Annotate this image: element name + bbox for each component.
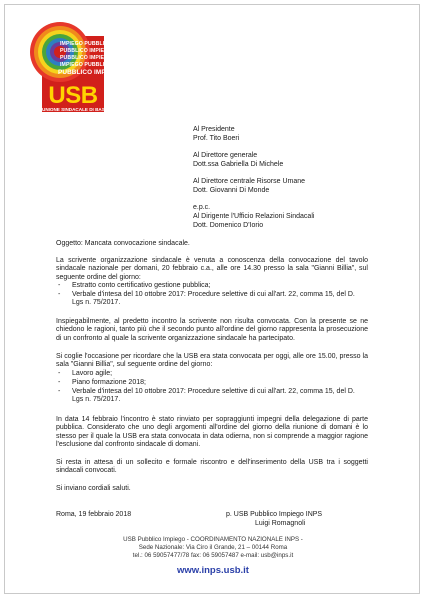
addressee-line: Al Presidente — [193, 126, 235, 133]
signature-org: p. USB Pubblico Impiego INPS — [226, 511, 323, 518]
addressee-line: Dott. Giovanni Di Monde — [193, 187, 270, 194]
place-date: Roma, 19 febbraio 2018 — [56, 511, 132, 518]
addressee-line: Al Direttore generale — [193, 152, 258, 159]
subject-line: Oggetto: Mancata convocazione sindacale. — [56, 240, 190, 247]
addressee-line: Dott. Domenico D'Iorio — [193, 222, 264, 229]
list-item-text: Estratto conto certificativo gestione pubblica; — [72, 282, 211, 289]
cc-label: e.p.c. — [193, 204, 211, 211]
body-paragraph: La scrivente organizzazione sindacale è venuta a conoscenza della convocazione del tavolo sindacale nazionale per domani, 20 febbraio c.a., alle ore 14.30 presso la sala "Gianni Billia", sul seguente ordine del giorno: — [56, 257, 368, 281]
closing-greeting: Si inviano cordiali saluti. — [56, 485, 131, 492]
addressee-line: Al Dirigente l'Ufficio Relazioni Sindacali — [193, 213, 315, 220]
footer-address: Sede Nazionale: Via Ciro il Grande, 21 – 00144 Roma — [138, 544, 288, 551]
signature-name: Luigi Romagnoli — [255, 520, 306, 527]
logo-text-line: PUBBLICO IMPIEGO — [58, 69, 123, 76]
list-item-text: Piano formazione 2018; — [72, 379, 146, 386]
addressee-line: Prof. Tito Boeri — [193, 135, 240, 142]
logo-text-line: PUBBLICO IMPIEGO — [60, 55, 113, 61]
addressee-line: Dott.ssa Gabriella Di Michele — [193, 161, 284, 168]
list-item-text: Verbale d'intesa del 10 ottobre 2017: Procedure selettive di cui all'art. 22, comma 15, del D. Lgs n. 75/2017. — [72, 388, 355, 404]
logo-text-line: PUBBLICO IMPIEGO — [60, 48, 113, 54]
footer-contacts: tel.: 06 59057477/78 fax: 06 59057487 e-mail: usb@inps.it — [132, 552, 294, 559]
logo-text-line: IMPIEGO PUBBLICO — [60, 62, 113, 68]
list-item-text: Verbale d'intesa del 10 ottobre 2017: Procedure selettive di cui all'art. 22, comma 15, del D. Lgs n. 75/2017. — [72, 291, 355, 307]
addressee-line: Al Direttore centrale Risorse Umane — [193, 178, 306, 185]
body-paragraph: Si resta in attesa di un sollecito e formale riscontro e dell'inserimento della USB tra i soggetti sindacali convocati. — [56, 459, 368, 475]
body-paragraph: In data 14 febbraio l'incontro è stato rinviato per sopraggiunti impegni della delegazione di parte pubblica. Considerato che uno degli argomenti all'ordine del giorno della riunione di domani è lo stesso per il quale la USB era stata convocata in data odierna, non si comprende a maggior ragione l'esclusione dal confronto sindacale di domani. — [56, 416, 368, 449]
footer-line: USB Pubblico Impiego - COORDINAMENTO NAZIONALE INPS - — [123, 536, 303, 543]
logo-subtitle: UNIONE SINDACALE DI BASE — [42, 107, 108, 112]
logo-text-line: IMPIEGO PUBBLICO — [60, 41, 113, 47]
logo-usb-wordmark: USB — [48, 82, 98, 109]
usb-logo — [42, 36, 123, 112]
body-paragraph: Inspiegabilmente, al predetto incontro la scrivente non risulta convocata. Con la presente se ne chiedono le ragioni, tanto più che il secondo punto all'ordine del giorno rappresenta la prosecuzione di un confronto al quale la scrivente organizzazione sindacale ha partecipato. — [56, 318, 368, 342]
body-paragraph: Si coglie l'occasione per ricordare che la USB era stata convocata per oggi, alle ore 15.00, presso la sala "Gianni Billia", sul seguente ordine del giorno: — [56, 353, 368, 369]
list-item-text: Lavoro agile; — [72, 370, 113, 377]
footer-website-link[interactable]: www.inps.usb.it — [177, 565, 249, 576]
